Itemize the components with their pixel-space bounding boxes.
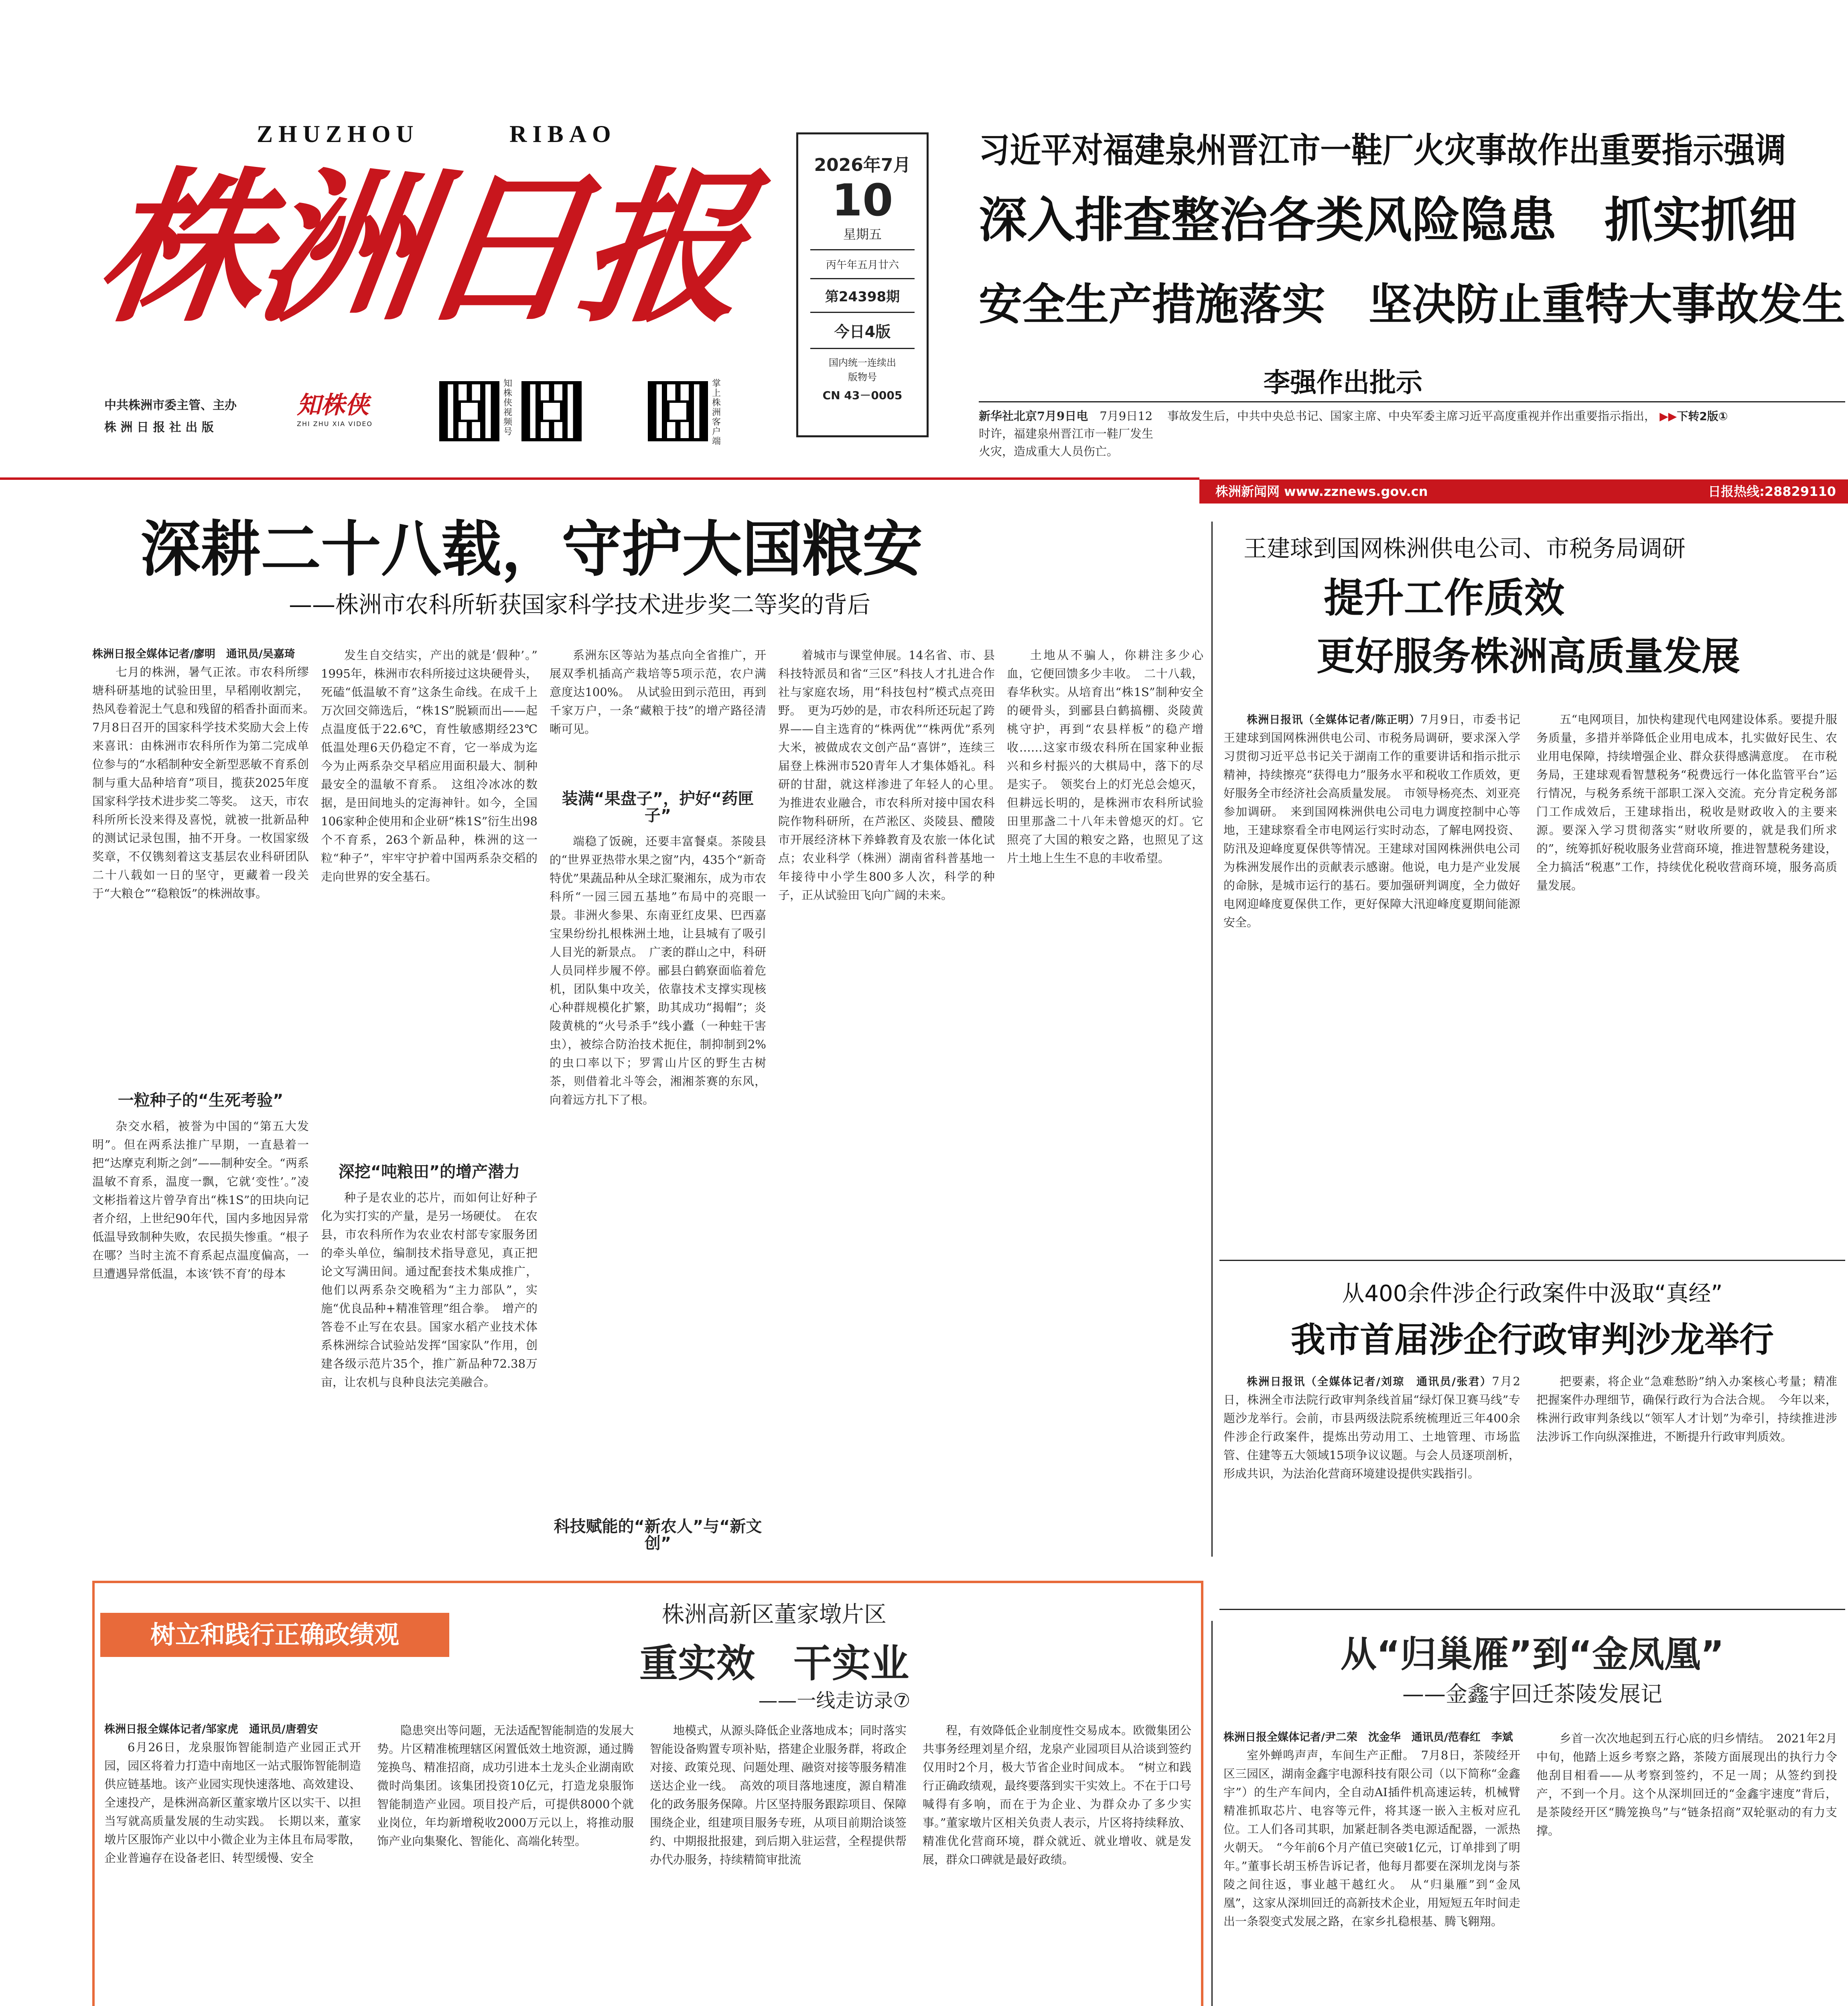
story2-kicker: 王建球到国网株洲供电公司、市税务局调研	[1243, 535, 1686, 562]
story1-col2	[321, 646, 550, 1541]
date-year-month: 2026年7月	[814, 155, 911, 175]
masthead-sponsor: 中共株洲市委主管、主办	[104, 398, 237, 412]
qr-code-video[interactable]	[439, 381, 499, 441]
page-count: 今日4版	[834, 323, 891, 341]
feature-col3	[650, 1721, 907, 2006]
story1-heading-4: 科技赋能的“新农人”与“新文创”	[554, 1517, 762, 1553]
feature-banner: 树立和践行正确政绩观	[100, 1613, 449, 1657]
story2-col2	[1536, 710, 1837, 1240]
story3-text-1: 7月2日，株洲全市法院行政审判条线首届“绿灯保卫赛马线”专题沙龙举行。会前，市县两级法院系统梳理近三年400余件涉企行政案件，提炼出劳动用工、土地管理、市场监管、住建等五大领域15项争议议题。与会人员逐项剖析，形成共识，为法治化营商环境建设提供实践指引。	[1223, 1375, 1520, 1480]
story2-text-2: 五“电网项目，加快构建现代电网建设体系。要提升服务质量，多措并举降低企业用电成本，扎实做好民生、农业用电保障，持续增强企业、群众获得感满意度。 在市税务局，王建球观看智慧税务“税费远行一体化监管平台”运行情况，与税务系统干部职工深入交流。充分肯定税务部门工作成效后，王建球指出，税收是财政收入的主要来源。要深入学习贯彻落实“财收所要的，就是我们所求的”，统筹抓好税收服务业营商环境，推进智慧税务建设，全力搞活“税惠”工作，持续优化税收营商环境，服务高质量发展。	[1536, 713, 1837, 892]
feature-subtitle: ——一线走访录⑦	[758, 1689, 911, 1712]
lead-dateline: 新华社北京7月9日电	[979, 409, 1088, 423]
story1-text-4: 着城市与课堂伸展。14名省、市、县科技特派员和省“三区”科技人才扎进合作社与家庭农场，用“科技包村”模式点亮田野。 更为巧妙的是，市农科所还玩起了跨界——自主选育的“株两优”“株两优”系列大米，被做成农文创产品“喜饼”，连续三届登上株洲市520青年人才集体婚礼。科研的甘甜，就这样渗进了年轻人的心里。 为推进农业融合，市农科所对接中国农科院作物科研所，在芦淞区、炎陵县、醴陵市开展经济林下养蜂教育及农旅一体化试点；农业科学（株洲）湖南省科普基地一年接待中小学生800多人次，科学的种子，正从试验田飞向广阔的未来。	[778, 648, 1007, 902]
story3-col1	[1223, 1372, 1520, 1589]
cn-number: CN 43－0005	[822, 389, 903, 402]
story6-subtitle: ——金鑫宇回迁茶陵发展记	[1402, 1681, 1662, 1707]
date-box	[796, 132, 929, 437]
feature-text-2: 隐患突出等问题，无法适配智能制造的发展大势。片区精准梳理辖区闲置低效土地资源，通过腾笼换鸟、精准招商，成功引进本土龙头企业湖南欧微时尚集团。该集团投资10亿元，打造龙泉服饰智能制造产业园。项目投产后，可提供8000个就业岗位，年均新增税收2000万元以上，将推动服饰产业向集聚化、智能化、高端化转型。	[377, 1724, 634, 1848]
story6-text-2: 乡首一次次地起到五行心底的归乡情结。 2021年2月中旬，他踏上返乡考察之路，茶陵方面展现出的执行力令他刮目相看——从考察到签约，不足一周；从签约到投产，不到一个月。这个从深圳回迁的“金鑫宇速度”背后，是茶陵经开区“腾笼换鸟”与“链条招商”双轮驱动的有力支撑。	[1536, 1732, 1837, 1837]
story1-heading-1: 一粒种子的“生死考验”	[118, 1091, 284, 1110]
story1-col1	[92, 646, 321, 1438]
date-weekday: 星期五	[843, 227, 882, 242]
story1-col3	[550, 646, 766, 1556]
qr1-label: 知株侠视频号	[503, 379, 513, 437]
app-logo[interactable]	[297, 391, 417, 435]
story2-byline: 株洲日报讯（全媒体记者/陈正明）	[1247, 714, 1421, 726]
lead-text	[979, 407, 1845, 460]
lead-kicker: 习近平对福建泉州晋江市一鞋厂火灾事故作出重要指示强调	[979, 130, 1786, 171]
feature-text-4: 程，有效降低企业制度性交易成本。欧微集团公共事务经理刘星介绍，龙泉产业园项目从洽谈到签约仅用时2个月，极大节省企业时间成本。 “树立和践行正确政绩观，最终要落到实干实效上。不在于口号喊得有多响，而在于为企业、为群众办了多少实事。”董家墩片区相关负责人表示，片区将持续释放、精准优化营商环境，群众就近、就业增收、就是发展，群众口碑就是最好政绩。	[923, 1724, 1191, 1866]
story3-text-2: 把要素，将企业“急难愁盼”纳入办案核心考量；精准把握案件办理细节，确保行政行为合法合规。 今年以来，株洲行政审判条线以“领军人才计划”为牵引，持续推进涉法涉诉工作向纵深推进，不断提升行政审判质效。	[1536, 1375, 1837, 1444]
feature-col2	[377, 1721, 634, 2006]
feature-byline: 株洲日报全媒体记者/邹家虎 通讯员/唐碧安	[104, 1723, 318, 1736]
lead-headline-2: 安全生产措施落实 坚决防止重特大事故发生	[979, 280, 1846, 330]
story2-title-1: 提升工作质效	[1324, 575, 1564, 621]
feature-col4	[923, 1721, 1191, 2006]
story2-col1	[1223, 710, 1520, 1240]
masthead	[0, 0, 1848, 461]
masthead-publisher: 株 洲 日 报 社 出 版	[104, 420, 214, 434]
story1-text-3b: 端稳了饭碗，还要丰富餐桌。茶陵县的“世界亚热带水果之窗”内，435个“新奇特优”果蔬品种从全球汇聚湘东，成为市农科所“一园三园五基地”布局中的亮眼一景。非洲火参果、东南亚红皮果、巴西嘉宝果纷纷扎根株洲土地，让县城有了吸引人目光的新景点。 广袤的群山之中，科研人员同样步履不停。郦县白鹤寮面临着危机，团队集中攻关，依靠技术支撑实现核心种群规模化扩繁，助其成功“揭帽”；炎陵黄桃的“火号杀手”线小蠹（一种蛀干害虫），被综合防治技术扼住，制抑制到2%的虫口率以下；罗霄山片区的野生古树茶，则借着北斗等会，湘湘茶赛的东风，向着远方扎下了根。	[550, 834, 766, 1107]
story3-kicker: 从400余件涉企行政案件中汲取“真经”	[1342, 1281, 1723, 1307]
story1-title: 深耕二十八载，守护大国粮安	[140, 515, 923, 585]
story6-col1	[1223, 1729, 1520, 2006]
date-day: 10	[832, 175, 893, 226]
app-logo-text: 知株侠	[297, 391, 369, 419]
story6-title: 从“归巢雁”到“金凤凰”	[1340, 1633, 1724, 1675]
story6-byline: 株洲日报全媒体记者/尹二荣 沈金华 通讯员/范春红 李斌	[1223, 1731, 1513, 1744]
feature-text-1: 6月26日，龙泉服饰智能制造产业园正式开园，园区将着力打造中南地区一站式服饰智能制造供应链基地。该产业园实现快速落地、高效建设、全速投产，是株洲高新区董家墩片区以实干、以担当写就高质量发展的生动实践。 长期以来，董家墩片区服饰产业以中小微企业为主体且布局零散，企业普遍存在设备老旧、转型缓慢、安全	[104, 1740, 361, 1865]
story1-heading-2: 深挖“吨粮田”的增产潜力	[338, 1163, 520, 1181]
story1-text-3: 系洲东区等站为基点向全省推广，开展双季机插高产栽培等5项示范，农户满意度达100%。 从试验田到示范田，再到千家万户，一条“藏粮于技”的增产路径清晰可见。	[550, 648, 766, 736]
story1-subtitle: ——株洲市农科所斩获国家科学技术进步奖二等奖的背后	[289, 591, 871, 618]
qr2-label: 掌上株洲客户端	[712, 379, 721, 447]
app-logo-sub: ZHI ZHU XIA VIDEO	[297, 420, 373, 428]
masthead-pinyin-left: ZHUZHOU	[257, 121, 419, 147]
story1-text-2: 发生自交结实，产出的就是‘假种’。” 1995年，株洲市农科所接过这块硬骨头，死磕“低温敏不育”这条生命线。在成千上万次回交筛选后，“株1S”脱颖而出——起点温度低于22.6℃，育性敏感期经23℃低温处理6天仍稳定不育，它一举成为迄今为止两系杂交早稻应用面积最大、制种最安全的温敏不育系。 这组冷冰冰的数据，是田间地头的定海神针。如今，全国106家种企使用和企业研“株1S”衍生出98个不育系，263个新品种，株洲的这一粒“种子”，牢牢守护着中国两系杂交稻的走向世界的安全基石。	[321, 648, 550, 883]
story1-heading-3: 装满“果盘子”，护好“药匣子”	[562, 790, 754, 825]
qr-code-app-2[interactable]	[648, 381, 708, 441]
lead-more-link[interactable]: ▶▶下转2版①	[1659, 410, 1728, 423]
qr-code-app[interactable]	[521, 381, 582, 441]
lead-text-a: 7月9日12时许，福建泉州晋江市一鞋厂发生火灾，造成重大人员伤亡。	[979, 409, 1154, 458]
story6-text-1: 室外蝉鸣声声，车间生产正酣。 7月8日，茶陵经开区三园区，湖南金鑫宇电源科技有限公司（以下简称“金鑫宇”）的生产车间内，全自动AI插件机高速运转，机械臂精准抓取芯片、电容等元件，将其逐一嵌入主板对应孔位。工人们各司其职，加紧赶制各类电源适配器，一派热火朝天。 “今年前6个月产值已突破1亿元，订单排到了明年。”董事长胡玉桥告诉记者，他每月都要在深圳龙岗与茶陵之间往返，事业越干越红火。 从“归巢雁”到“金凤凰”，这家从深圳回迁的高新技术企业，用短短五年时间走出一条裂变式发展之路，在家乡扎稳根基、腾飞翱翔。	[1223, 1748, 1520, 1928]
story3-byline: 株洲日报讯（全媒体记者/刘琼 通讯员/张君）	[1247, 1376, 1492, 1388]
cn-label: 国内统一连续出版物号	[829, 357, 896, 383]
feature-text-3: 地模式，从源头降低企业落地成本；同时落实智能设备购置专项补贴，搭建企业服务群，将政企对接、政策兑现、问题处理、融资对接等服务精准送达企业一线。 高效的项目落地速度，源自精准化的政务服务保障。片区坚持服务跟踪项目、保障围绕企业，组建项目服务专班，从项目前期洽谈签约、中期报批报建，到后期入驻运营，全程提供帮办代办服务，持续精简审批流	[650, 1724, 907, 1866]
story1-text-5: 土地从不骗人，你耕注多少心血，它便回馈多少丰收。 二十八载，春华秋实。从培育出“株1S”制种安全的硬骨头，到郦县白鹤搞棚、炎陵黄桃守护，再到“农县样板”的稳产增收……这家市级农科所在国家种业振兴和乡村振兴的大棋局中，落下的尽是实子。 领奖台上的灯光总会熄灭，但耕远长明的，是株洲市农科所试验田里那盏二十八年未曾熄灭的灯。它照亮了大国的粮安之路，也照见了这片土地上生生不息的丰收希望。	[1007, 648, 1203, 865]
story1-text-1b: 杂交水稻，被誉为中国的“第五大发明”。但在两系法推广早期，一直悬着一把“达摩克利斯之剑”——制种安全。“两系温敏不育系，温度一飘，它就‘变性’。”凌文彬指着这片曾孕育出“株1S”的田块向记者介绍，上世纪90年代，国内多地因异常低温导致制种失败，农民损失惨重。“根子在哪？当时主流不育系起点温度偏高，一旦遭遇异常低温，本该‘铁不育’的母本	[92, 1119, 309, 1281]
lead-text-b: 事故发生后，中共中央总书记、国家主席、中央军委主席习近平高度重视并作出重要指示指出，	[1167, 409, 1656, 423]
story1-text-2b: 种子是农业的芯片，而如何让好种子化为实打实的产量，是另一场硬仗。 在农县，市农科所作为农业农村部专家服务团的牵头单位，编制技术指导意见，真正把论文写满田间。通过配套技术集成推广，他们以两系杂交晚稻为“主力部队”，实施“优良品种+精准管理”组合拳。 增产的答卷不止写在农县。国家水稻产业技术体系株洲综合试验站发挥“国家队”作用，创建各级示范片35个，推广新品种72.38万亩，让农机与良种良法完美融合。	[321, 1191, 538, 1389]
story1-col4	[778, 646, 1007, 1513]
issue-number: 第24398期	[825, 289, 900, 305]
site-url[interactable]: 株洲新闻网 www.zznews.gov.cn	[1215, 484, 1428, 499]
masthead-title: 株洲日报	[87, 153, 756, 345]
masthead-pinyin-right: RIBAO	[509, 121, 617, 147]
feature-title: 重实效 干实业	[639, 1641, 909, 1686]
lead-headline-1: 深入排查整治各类风险隐患 抓实抓细	[979, 193, 1797, 248]
date-lunar: 丙午年五月廿六	[826, 259, 899, 271]
story2-text-1: 7月9日，市委书记王建球到国网株洲供电公司、市税务局调研，要求深入学习贯彻习近平总书记关于湖南工作的重要讲话和指示批示精神，持续擦亮“获得电力”服务水平和税收工作质效，更好服务全市经济社会高质量发展。 市领导杨亮杰、刘亚亮参加调研。 来到国网株洲供电公司电力调度控制中心等地，王建球察看全市电网运行实时动态，了解电网投资、防汛及迎峰度夏保供等情况。王建球对国网株洲供电公司为株洲发展作出的贡献表示感谢。他说，电力是产业发展的命脉，是城市运行的基石。要加强研判调度，全力做好电网迎峰度夏保供工作，更好保障大汛迎峰度夏期间能源安全。	[1223, 713, 1520, 929]
story1-text-1: 七月的株洲，暑气正浓。市农科所缪塘科研基地的试验田里，早稻刚收割完，热风卷着泥土气息和残留的稻香扑面而来。 7月8日召开的国家科学技术奖励大会上传来喜讯：由株洲市农科所作为第二完成单位参与的“水稻制种安全新型恶敏不育系创制与重大品种培育”项目，揽获2025年度国家科学技术进步奖二等奖。 这天，市农科所所长没来得及喜悦，就被一批新品种的测试记录包围，抽不开身。一枚国家级奖章，不仅镌刻着这支基层农业科研团队二十八载如一日的坚守，更藏着一段关于“大粮仓”“稳粮饭”的株洲故事。	[92, 665, 321, 900]
feature-col1	[104, 1721, 361, 2006]
story3-col2	[1536, 1372, 1837, 1589]
story2-title-2: 更好服务株洲高质量发展	[1317, 634, 1740, 679]
feature-kicker: 株洲高新区董家墩片区	[662, 1602, 886, 1628]
story3-title: 我市首届涉企行政审判沙龙举行	[1291, 1320, 1774, 1360]
hotline: 日报热线:28829110	[1708, 484, 1836, 499]
story1-col5	[1007, 646, 1203, 1513]
lead-sub: 李强作出批示	[1264, 367, 1422, 398]
story6-col2	[1536, 1729, 1837, 2006]
site-bar	[1199, 479, 1848, 504]
story1-byline: 株洲日报全媒体记者/廖明 通讯员/吴嘉琦	[92, 648, 295, 660]
